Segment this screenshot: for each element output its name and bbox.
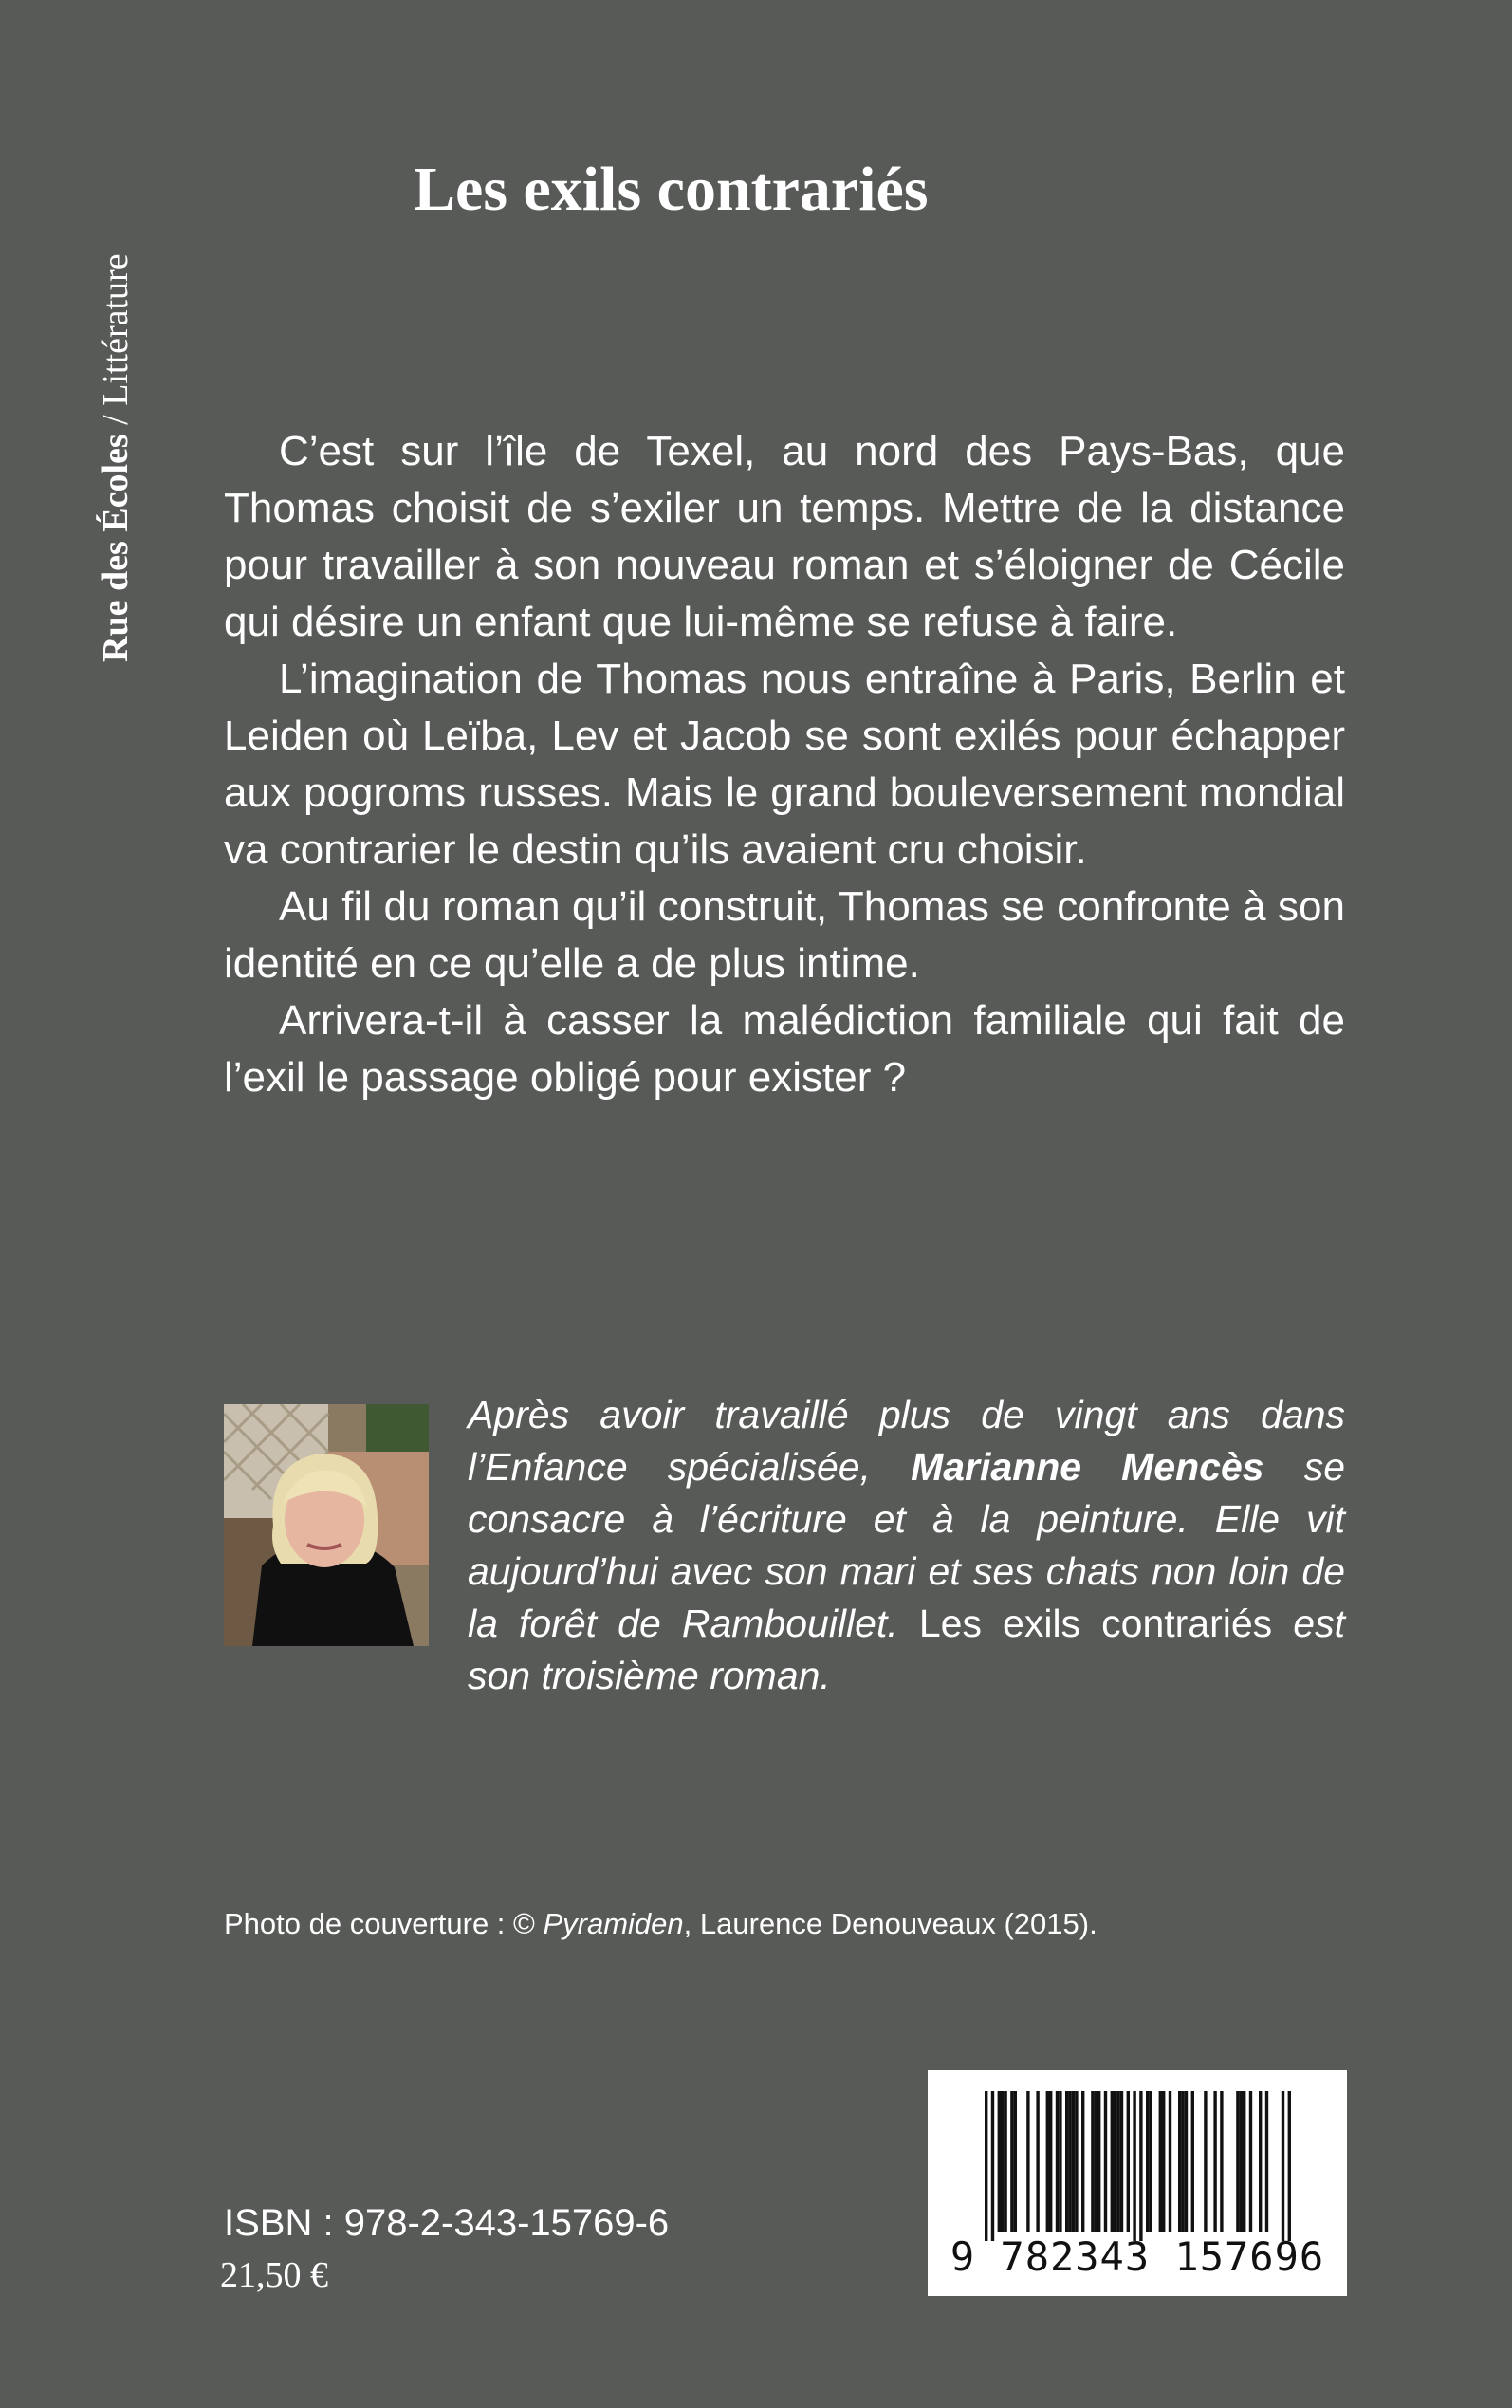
barcode-bar — [1097, 2091, 1100, 2232]
credit-prefix: Photo de couverture : © — [224, 1907, 544, 1940]
barcode-bar — [998, 2091, 1001, 2232]
barcode-bar — [1265, 2091, 1268, 2232]
barcode-bar — [1220, 2091, 1223, 2232]
barcode-bar — [1259, 2091, 1262, 2232]
blurb — [224, 423, 1345, 1106]
blurb-paragraph: C’est sur l’île de Texel, au nord des Pays-Bas, que Thomas choisit de s’exiler un temps. Mettre de la distance pour travailler à son nouveau roman et s’éloigner de Cécile qui désire un enfant que lui-même se refuse à faire. — [224, 428, 1345, 645]
barcode-digits: 9 782343 157696 — [950, 2233, 1325, 2280]
spine-separator: / — [96, 405, 136, 435]
barcode-bar — [1146, 2091, 1149, 2232]
barcode-bar — [1014, 2091, 1017, 2232]
barcode-bar — [1127, 2091, 1130, 2232]
series-name: Rue des Écoles — [96, 434, 136, 662]
bio-book-title: Les exils contrariés — [897, 1602, 1294, 1645]
bio-text: est son troisième roman. — [468, 1602, 1345, 1697]
author-photo — [224, 1404, 429, 1646]
bio-text: Après avoir travaillé plus de vingt ans dans l’Enfance spécialisée, — [468, 1393, 1345, 1489]
barcode-bar — [1185, 2091, 1188, 2232]
barcode-bar — [1072, 2091, 1075, 2232]
barcode-bar — [1068, 2091, 1071, 2232]
series-category: Littérature — [96, 253, 136, 406]
barcode-bar — [1149, 2091, 1152, 2232]
price: 21,50 € — [220, 2255, 328, 2295]
barcode-bar — [1213, 2091, 1216, 2232]
barcode-bar — [991, 2091, 994, 2241]
barcode-bar — [1249, 2091, 1252, 2232]
barcode-bar — [1036, 2091, 1039, 2232]
barcode-bar — [1116, 2091, 1119, 2232]
author-bio — [468, 1389, 1345, 1702]
barcode-bar — [1204, 2091, 1207, 2232]
barcode-bar — [1081, 2091, 1084, 2232]
barcode-bar — [1056, 2091, 1059, 2232]
barcode-bar — [1046, 2091, 1049, 2232]
blurb-paragraph: Arrivera-t-il à casser la malédiction familiale qui fait de l’exil le passage obligé pour exister ? — [224, 997, 1345, 1101]
barcode-bar — [1091, 2091, 1094, 2232]
barcode-bar — [1075, 2091, 1078, 2232]
barcode-bar — [1059, 2091, 1061, 2232]
barcode-bar — [1178, 2091, 1181, 2232]
barcode-bar — [1120, 2091, 1123, 2232]
barcode-bar — [1065, 2091, 1068, 2232]
barcode-bar — [1114, 2091, 1116, 2232]
blurb-paragraph: L’imagination de Thomas nous entraîne à Paris, Berlin et Leiden où Leïba, Lev et Jacob se sont exilés pour échapper aux pogroms russes. Mais le grand bouleversement mondial va contrarier le destin qu’ils avaient cru choisir. — [224, 656, 1345, 873]
barcode-bar — [1111, 2091, 1114, 2232]
barcode-bar — [1026, 2091, 1029, 2232]
credit-work: Pyramiden — [543, 1907, 684, 1940]
blurb-paragraph: Au fil du roman qu’il construit, Thomas se confronte à son identité en ce qu’elle a de plus intime. — [224, 883, 1345, 987]
barcode — [928, 2070, 1347, 2296]
barcode-bar — [1004, 2091, 1006, 2232]
spine-text — [98, 253, 134, 662]
cover-photo-credit — [224, 1905, 1097, 1943]
barcode-bar — [1282, 2091, 1284, 2241]
barcode-bar — [1288, 2091, 1291, 2241]
barcode-bar — [1169, 2091, 1171, 2232]
barcode-bar — [1236, 2091, 1239, 2232]
credit-suffix: , Laurence Denouveaux (2015). — [683, 1907, 1097, 1940]
barcode-bar — [1181, 2091, 1184, 2232]
barcode-bar — [1010, 2091, 1013, 2232]
barcode-bar — [1133, 2091, 1135, 2241]
barcode-bar — [1191, 2091, 1194, 2232]
author-name: Marianne Mencès — [911, 1445, 1264, 1489]
barcode-bar — [1240, 2091, 1243, 2232]
book-title: Les exils contrariés — [414, 155, 929, 224]
barcode-bar — [1049, 2091, 1052, 2232]
barcode-bar — [1243, 2091, 1245, 2232]
barcode-bar — [1139, 2091, 1142, 2241]
barcode-bar — [1162, 2091, 1165, 2232]
barcode-bar — [1159, 2091, 1162, 2232]
barcode-bar — [1095, 2091, 1097, 2232]
barcode-bar — [1104, 2091, 1107, 2232]
isbn: ISBN : 978-2-343-15769-6 — [224, 2202, 670, 2244]
bio-text: se consacre à l’écriture et à la peinture. Elle vit aujourd’hui avec son mari et ses chats non loin de la forêt de Rambouillet. — [468, 1445, 1345, 1645]
barcode-bar — [985, 2091, 987, 2241]
barcode-bar — [1001, 2091, 1004, 2232]
